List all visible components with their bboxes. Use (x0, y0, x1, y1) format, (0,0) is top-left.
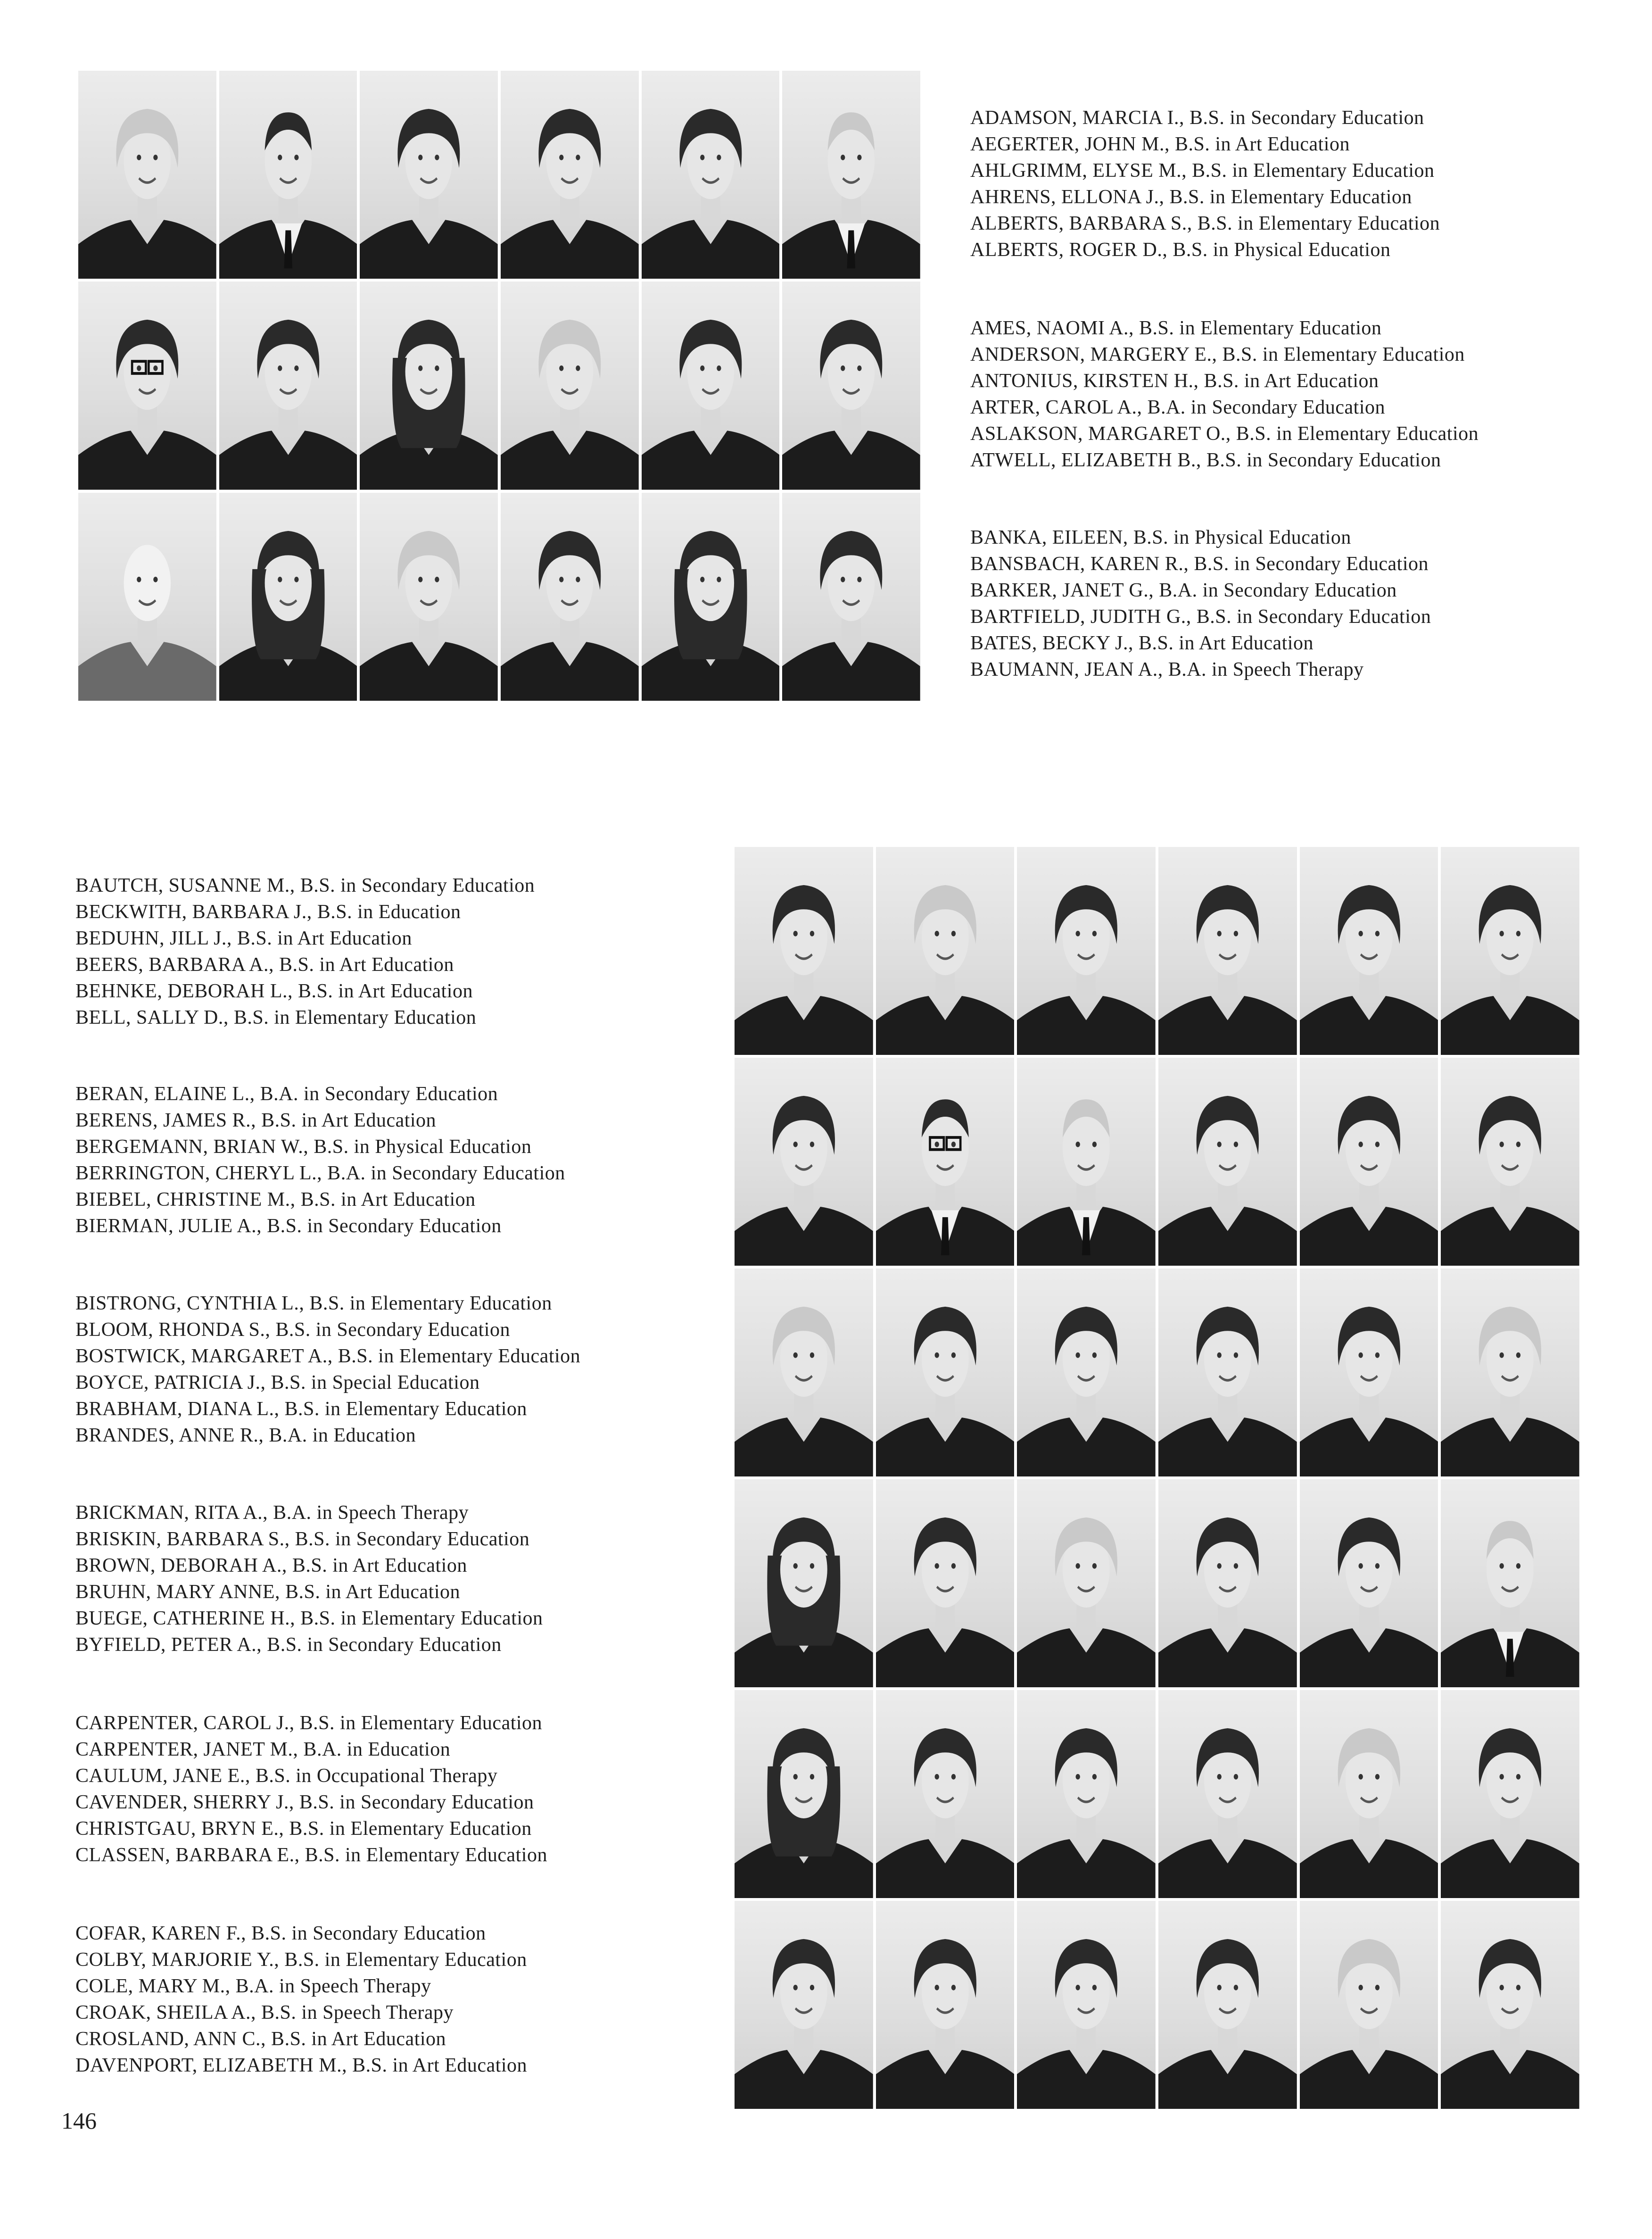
caption-line: AHRENS, ELLONA J., B.S. in Elementary Education (970, 186, 1412, 208)
portrait-photo (360, 282, 498, 489)
portrait-icon (1158, 1690, 1297, 1898)
caption-line: ATWELL, ELIZABETH B., B.S. in Secondary Education (970, 449, 1441, 471)
portrait-photo (1300, 1690, 1438, 1898)
portrait-photo (876, 1269, 1015, 1476)
portrait-icon (1017, 847, 1156, 1055)
portrait-photo (1441, 1058, 1579, 1266)
portrait-icon (642, 493, 780, 701)
caption-line: BOSTWICK, MARGARET A., B.S. in Elementary Education (75, 1345, 581, 1367)
caption-line: BRABHAM, DIANA L., B.S. in Elementary Education (75, 1398, 527, 1420)
portrait-icon (1017, 1058, 1156, 1266)
portrait-icon (642, 71, 780, 279)
caption-line: BROWN, DEBORAH A., B.S. in Art Education (75, 1555, 467, 1576)
portrait-photo (360, 493, 498, 701)
portrait-icon (501, 493, 639, 701)
portrait-photo (1300, 1901, 1438, 2109)
portrait-icon (1300, 1058, 1438, 1266)
portrait-grid-bottom (735, 847, 1579, 2109)
portrait-photo (876, 1058, 1015, 1266)
portrait-grid-top (78, 71, 920, 701)
caption-line: BEHNKE, DEBORAH L., B.S. in Art Education (75, 980, 473, 1002)
portrait-photo (1441, 1479, 1579, 1687)
portrait-photo (642, 71, 780, 279)
caption-line: DAVENPORT, ELIZABETH M., B.S. in Art Education (75, 2055, 528, 2076)
name-group-bottom-2 (75, 1081, 565, 1239)
caption-line: BRICKMAN, RITA A., B.A. in Speech Therapy (75, 1502, 469, 1524)
portrait-photo (735, 847, 873, 1055)
portrait-photo (1441, 1901, 1579, 2109)
portrait-icon (1017, 1479, 1156, 1687)
caption-line: BELL, SALLY D., B.S. in Elementary Education (75, 1007, 477, 1028)
caption-line: BOYCE, PATRICIA J., B.S. in Special Education (75, 1372, 480, 1393)
caption-line: BIEBEL, CHRISTINE M., B.S. in Art Education (75, 1189, 476, 1211)
portrait-photo (876, 1479, 1015, 1687)
portrait-photo (782, 71, 920, 279)
portrait-photo (78, 493, 216, 701)
portrait-photo (1017, 1901, 1156, 2109)
portrait-icon (78, 282, 216, 489)
name-group-bottom-4 (75, 1500, 543, 1658)
caption-line: COLBY, MARJORIE Y., B.S. in Elementary Education (75, 1949, 527, 1971)
caption-line: BRISKIN, BARBARA S., B.S. in Secondary Education (75, 1528, 530, 1550)
portrait-icon (501, 71, 639, 279)
caption-line: BEERS, BARBARA A., B.S. in Art Education (75, 954, 454, 976)
caption-line: BARTFIELD, JUDITH G., B.S. in Secondary Education (970, 606, 1431, 628)
portrait-photo (1300, 847, 1438, 1055)
caption-line: BYFIELD, PETER A., B.S. in Secondary Education (75, 1634, 502, 1656)
portrait-icon (1158, 1269, 1297, 1476)
portrait-icon (1441, 847, 1579, 1055)
portrait-icon (1158, 1901, 1297, 2109)
portrait-icon (360, 71, 498, 279)
portrait-icon (1017, 1690, 1156, 1898)
caption-line: ARTER, CAROL A., B.A. in Secondary Education (970, 397, 1386, 418)
portrait-icon (735, 1690, 873, 1898)
portrait-icon (360, 282, 498, 489)
caption-line: BIERMAN, JULIE A., B.S. in Secondary Education (75, 1215, 502, 1237)
portrait-icon (219, 493, 357, 701)
portrait-photo (782, 282, 920, 489)
portrait-photo (1300, 1058, 1438, 1266)
portrait-photo (735, 1269, 873, 1476)
caption-line: CHRISTGAU, BRYN E., B.S. in Elementary Education (75, 1818, 532, 1840)
portrait-icon (782, 282, 920, 489)
portrait-icon (735, 1901, 873, 2109)
caption-line: BAUMANN, JEAN A., B.A. in Speech Therapy (970, 659, 1364, 680)
caption-line: CROSLAND, ANN C., B.S. in Art Education (75, 2028, 446, 2050)
portrait-photo (1441, 1269, 1579, 1476)
portrait-photo (642, 282, 780, 489)
caption-line: BERAN, ELAINE L., B.A. in Secondary Education (75, 1083, 498, 1105)
portrait-photo (1017, 1058, 1156, 1266)
portrait-photo (735, 1479, 873, 1687)
portrait-photo (78, 282, 216, 489)
caption-line: CROAK, SHEILA A., B.S. in Speech Therapy (75, 2002, 454, 2023)
portrait-photo (1158, 1479, 1297, 1687)
portrait-photo (1158, 1269, 1297, 1476)
portrait-icon (1441, 1479, 1579, 1687)
portrait-icon (876, 1058, 1015, 1266)
caption-line: BUEGE, CATHERINE H., B.S. in Elementary Education (75, 1608, 543, 1629)
portrait-photo (782, 493, 920, 701)
caption-line: AMES, NAOMI A., B.S. in Elementary Education (970, 317, 1382, 339)
portrait-icon (1441, 1058, 1579, 1266)
portrait-photo (1300, 1269, 1438, 1476)
caption-line: ALBERTS, ROGER D., B.S. in Physical Education (970, 239, 1391, 261)
portrait-photo (219, 493, 357, 701)
portrait-photo (1158, 847, 1297, 1055)
caption-line: CARPENTER, CAROL J., B.S. in Elementary Education (75, 1712, 543, 1734)
caption-line: BEDUHN, JILL J., B.S. in Art Education (75, 928, 412, 949)
portrait-photo (1441, 1690, 1579, 1898)
portrait-photo (501, 493, 639, 701)
portrait-photo (876, 847, 1015, 1055)
portrait-photo (78, 71, 216, 279)
portrait-photo (1300, 1479, 1438, 1687)
caption-line: BRANDES, ANNE R., B.A. in Education (75, 1425, 416, 1446)
caption-line: ALBERTS, BARBARA S., B.S. in Elementary Education (970, 213, 1440, 234)
name-group-top-1 (970, 105, 1440, 263)
portrait-icon (1441, 1690, 1579, 1898)
name-group-bottom-1 (75, 872, 535, 1031)
portrait-icon (1300, 1690, 1438, 1898)
caption-line: BAUTCH, SUSANNE M., B.S. in Secondary Education (75, 875, 535, 896)
portrait-icon (876, 1269, 1015, 1476)
portrait-photo (876, 1901, 1015, 2109)
portrait-icon (1158, 1479, 1297, 1687)
portrait-icon (219, 71, 357, 279)
portrait-photo (219, 71, 357, 279)
portrait-photo (1017, 1479, 1156, 1687)
portrait-icon (735, 847, 873, 1055)
caption-line: CLASSEN, BARBARA E., B.S. in Elementary Education (75, 1844, 547, 1866)
portrait-icon (1441, 1269, 1579, 1476)
portrait-icon (1441, 1901, 1579, 2109)
portrait-photo (735, 1058, 873, 1266)
portrait-photo (876, 1690, 1015, 1898)
caption-line: BERGEMANN, BRIAN W., B.S. in Physical Education (75, 1136, 532, 1158)
caption-line: CARPENTER, JANET M., B.A. in Education (75, 1739, 451, 1760)
portrait-icon (735, 1479, 873, 1687)
page-number: 146 (61, 2107, 97, 2134)
caption-line: BECKWITH, BARBARA J., B.S. in Education (75, 901, 461, 923)
caption-line: ANTONIUS, KIRSTEN H., B.S. in Art Education (970, 370, 1379, 392)
portrait-icon (1017, 1901, 1156, 2109)
name-group-bottom-5 (75, 1710, 547, 1868)
portrait-icon (782, 71, 920, 279)
portrait-photo (642, 493, 780, 701)
portrait-photo (735, 1901, 873, 2109)
portrait-photo (1158, 1058, 1297, 1266)
portrait-icon (1300, 1269, 1438, 1476)
name-group-bottom-6 (75, 1920, 527, 2079)
caption-line: BISTRONG, CYNTHIA L., B.S. in Elementary Education (75, 1293, 552, 1314)
portrait-icon (1300, 847, 1438, 1055)
portrait-photo (735, 1690, 873, 1898)
portrait-icon (876, 1690, 1015, 1898)
name-group-bottom-3 (75, 1290, 580, 1449)
portrait-photo (501, 71, 639, 279)
portrait-icon (78, 71, 216, 279)
portrait-photo (1017, 847, 1156, 1055)
portrait-photo (1017, 1690, 1156, 1898)
caption-line: COLE, MARY M., B.A. in Speech Therapy (75, 1975, 431, 1997)
portrait-photo (219, 282, 357, 489)
portrait-icon (735, 1058, 873, 1266)
portrait-icon (78, 493, 216, 701)
caption-line: BRUHN, MARY ANNE, B.S. in Art Education (75, 1581, 460, 1603)
portrait-photo (1441, 847, 1579, 1055)
portrait-photo (1158, 1901, 1297, 2109)
portrait-icon (1300, 1901, 1438, 2109)
name-group-top-2 (970, 315, 1479, 473)
caption-line: BARKER, JANET G., B.A. in Secondary Education (970, 580, 1397, 601)
caption-line: ASLAKSON, MARGARET O., B.S. in Elementary Education (970, 423, 1479, 445)
caption-line: ADAMSON, MARCIA I., B.S. in Secondary Education (970, 107, 1424, 129)
caption-line: BANKA, EILEEN, B.S. in Physical Education (970, 527, 1351, 548)
portrait-photo (360, 71, 498, 279)
caption-line: BERRINGTON, CHERYL L., B.A. in Secondary Education (75, 1162, 565, 1184)
portrait-icon (1158, 1058, 1297, 1266)
caption-line: CAVENDER, SHERRY J., B.S. in Secondary Education (75, 1791, 534, 1813)
portrait-photo (501, 282, 639, 489)
portrait-icon (501, 282, 639, 489)
caption-line: COFAR, KAREN F., B.S. in Secondary Education (75, 1923, 486, 1944)
name-group-top-3 (970, 524, 1431, 683)
portrait-icon (360, 493, 498, 701)
caption-line: AEGERTER, JOHN M., B.S. in Art Education (970, 133, 1350, 155)
caption-line: CAULUM, JANE E., B.S. in Occupational Therapy (75, 1765, 498, 1787)
portrait-icon (219, 282, 357, 489)
portrait-icon (1300, 1479, 1438, 1687)
portrait-photo (1017, 1269, 1156, 1476)
portrait-icon (876, 847, 1015, 1055)
portrait-icon (1158, 847, 1297, 1055)
portrait-icon (735, 1269, 873, 1476)
caption-line: BLOOM, RHONDA S., B.S. in Secondary Education (75, 1319, 510, 1341)
portrait-photo (1158, 1690, 1297, 1898)
caption-line: ANDERSON, MARGERY E., B.S. in Elementary Education (970, 344, 1465, 365)
caption-line: AHLGRIMM, ELYSE M., B.S. in Elementary Education (970, 160, 1435, 182)
caption-line: BATES, BECKY J., B.S. in Art Education (970, 632, 1313, 654)
portrait-icon (876, 1479, 1015, 1687)
portrait-icon (782, 493, 920, 701)
caption-line: BERENS, JAMES R., B.S. in Art Education (75, 1110, 437, 1131)
portrait-icon (642, 282, 780, 489)
portrait-icon (1017, 1269, 1156, 1476)
caption-line: BANSBACH, KAREN R., B.S. in Secondary Education (970, 553, 1429, 575)
portrait-icon (876, 1901, 1015, 2109)
